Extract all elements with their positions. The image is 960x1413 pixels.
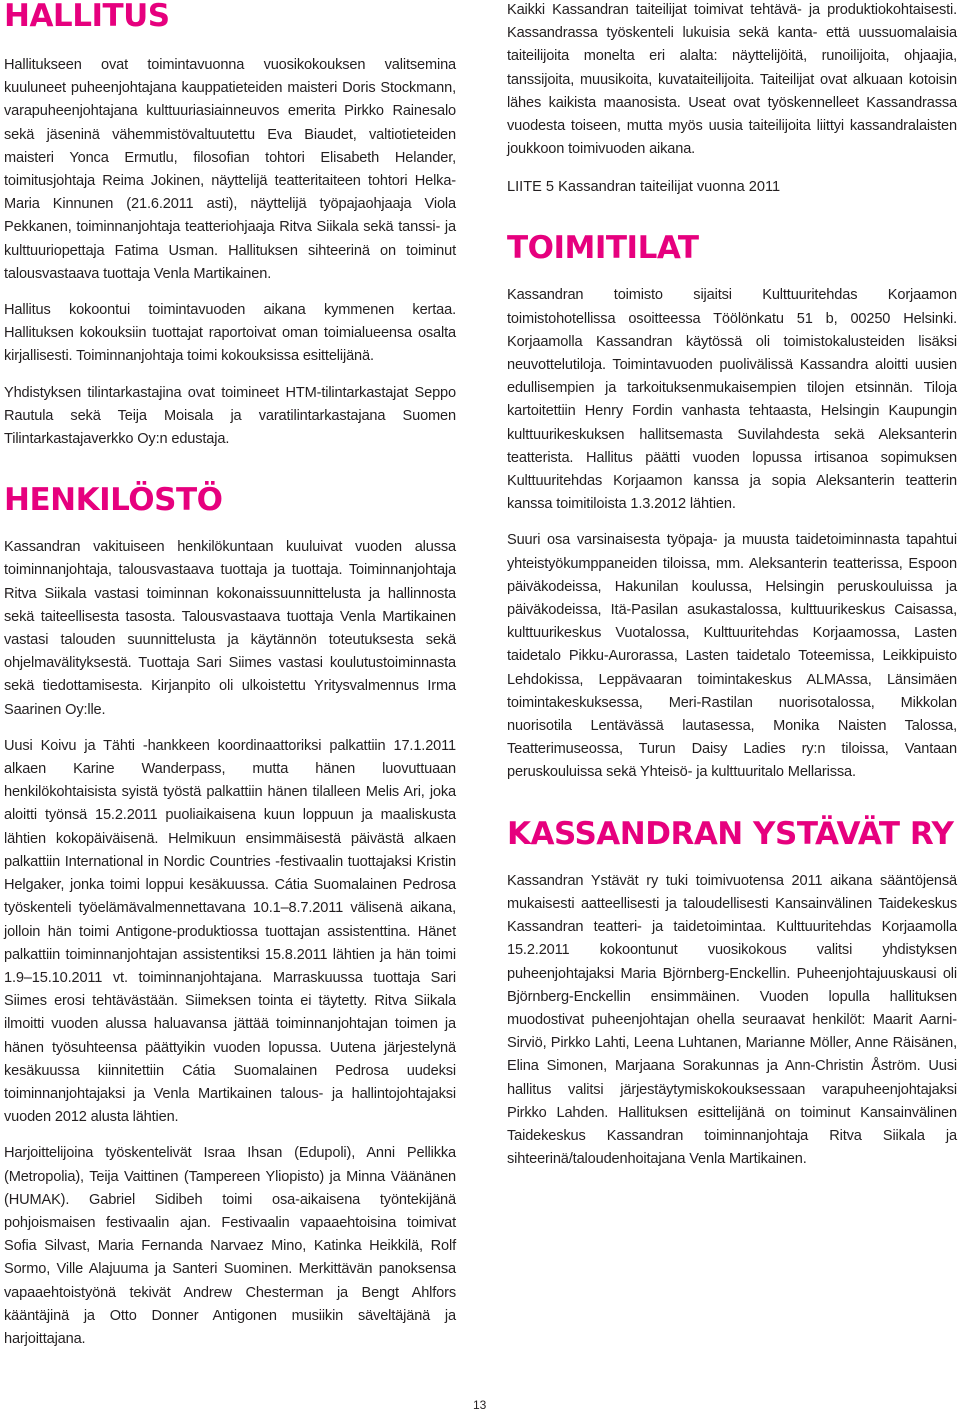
appendix-caption: LIITE 5 Kassandran taiteilijat vuonna 2011	[507, 179, 781, 196]
heading-henkilosto: HENKILÖSTÖ	[4, 482, 223, 519]
paragraph-trainees: Harjoittelijoina työskentelivät Israa Ihsan (Edupoli), Anni Pellikka (Metropolia), Teija Vaittinen (Tampereen Yliopisto) ja Minna Väänänen (HUMAK). Gabriel Sidibeh toimi osa-aikaisena työntekijänä pohjoismaisen festivaalin ajan. Festivaalin vapaaehtoisina toimivat Sofia Silvast, Maria Fernanda Narvaez Mino, Katinka Heikkilä, Rolf Sormo, Ville Alajuuma ja Santeri Suominen. Merkittävän panoksensa vapaaehtoistyönä tekivät Andrew Chesterman ja Bengt Ahlfors kääntäjinä ja Otto Donner Antigonen musiikin säveltäjänä ja harjoittajana.	[4, 1145, 456, 1347]
heading-hallitus: HALLITUS	[4, 0, 170, 34]
heading-kassandran-ystavat: KASSANDRAN YSTÄVÄT RY	[507, 815, 954, 852]
paragraph-venues: Suuri osa varsinaisesta työpaja- ja muusta taidetoiminnasta tapahtui yhteistyökumppaneiden tiloissa, mm. Aleksanterin teatterissa, Espoon päiväkodeissa, Hakunilan koulussa, Helsingin peruskouluissa ja päiväkodeissa, Itä-Pasilan asukastalossa, kulttuurikeskus Caisassa, kulttuurikeskus Vuotalossa, Kulttuuritehdas Korjaamossa, Lasten taidetalo Pikku-Aurorassa, Lasten taidetalo Toteemissa, Leikkipuisto Lehdokissa, Leppävaaran toimintakeskus ALMAssa, Länsimäen toimintakeskuksessa, Meri-Rastilan nuorisotalossa, Mikkolan nuorisotila Lentävässä lautasessa, Monika Naisten Talossa, Teatterimuseossa, Turun Daisy Ladies ry:n tiloissa, Vantaan peruskouluissa sekä Yhteisö- ja kulttuuritalo Mellarissa.	[507, 532, 957, 781]
right-column	[507, 0, 957, 1171]
paragraph-hallitus-members: Hallitukseen ovat toimintavuonna vuosikokouksen valitsemina kuuluneet puheenjohtajana kauppatieteiden maisteri Doris Stockmann, varapuheenjohtajana kulttuuriasiainneuvos emerita Pirkko Rainesalo sekä jäseninä vähemmistövaltuutettu Eva Biaudet, valtiotieteiden maisteri Yonca Ermutlu, filosofian tohtori Elisabeth Helander, toimitusjohtaja Reima Jokinen, näyttelijä teatteritaiteen tohtori Helka-Maria Kinnunen (21.6.2011 asti), näyttelijä työpajaohjaaja Viola Pekkanen, toiminnanjohtaja teatteriohjaaja Ritva Siikala sekä tanssi- ja kulttuuriopettaja Fatima Usman. Hallituksen sihteerinä on toiminut talousvastaava tuottaja Venla Martikainen.	[4, 57, 456, 282]
paragraph-auditors: Yhdistyksen tilintarkastajina ovat toimineet HTM-tilintarkastajat Seppo Rautula sekä Teija Moisala ja varatilintarkastajana Suomen Tilintarkastajaverkko Oy:n edustaja.	[4, 384, 456, 448]
heading-toimitilat: TOIMITILAT	[507, 230, 699, 267]
paragraph-staff: Kassandran vakituiseen henkilökuntaan kuuluivat vuoden alussa toiminnanjohtaja, talousvastaava tuottaja ja tuottaja. Toiminnanjohtaja Ritva Siikala vastasi toiminnan kokonaissuunnittelusta ja hallinnosta sekä taiteellisesta tasosta. Talousvastaava tuottaja Venla Martikainen vastasi talouden suunnittelusta ja käytännön toteutuksesta sekä ohjelmavälityksestä. Tuottaja Sari Siimes vastasi koulutustoiminnasta sekä tiedottamisesta. Kirjanpito oli ulkoistettu Yritysvalmennus Irma Saarinen Oy:lle.	[4, 539, 456, 718]
page-number: 13	[473, 1398, 487, 1412]
paragraph-friends-association: Kassandran Ystävät ry tuki toimivuotensa 2011 aikana sääntöjensä mukaisesti aatteellisesti ja taloudellisesti Kansainvälinen Taidekeskus Kassandran teatteri- ja taidetoimintaa. Kulttuuritehdas Korjaamolla 15.2.2011 kokoontunut vuosikokous valitsi yhdistyksen puheenjohtajaksi Maria Björnberg-Enckellin. Puheenjohtajuuskausi oli Björnberg-Enckellin ensimmäinen. Vuoden lopulla hallituksen muodostivat puheenjohtajan ohella seuraavat henkilöt: Maarit Aarni-Sirviö, Pirkko Lahti, Leena Luhtanen, Marianne Möller, Anne Räisänen, Elina Simonen, Marjaana Sorakunnas ja Ann-Christin Åström. Uusi hallitus valitsi järjestäytymiskokouksessaan varapuheenjohtajaksi Pirkko Lahden. Hallituksen esittelijänä on toiminut Kansainvälinen Taidekeskus Kassandran toiminnanjohtaja Ritva Siikala ja sihteerinä/taloudenhoitajana Venla Martikainen.	[507, 872, 957, 1168]
paragraph-staff-changes: Uusi Koivu ja Tähti -hankkeen koordinaattoriksi palkattiin 17.1.2011 alkaen Karine Wanderpass, mutta hänen luovuttuaan henkilökohtaisista syistä työstä palkattiin hänen tilalleen Melis Ari, joka aloitti työnsä 15.2.2011 puoliaikaisena kuun loppuun ja maaliskusta lähtien kokopäiväisenä. Helmikuun ensimmäisestä päivästä alkaen palkattiin International in Nordic Countries -festivaalin tuottajaksi Kristin Helgaker, jonka toimi loppui kesäkuussa. Cátia Suomalainen Pedrosa työskenteli työelämävalmennettavana 10.1–8.7.2011 välisenä aikana, jolloin hän toimi Antigone-produktiossa tuottajan assistenttina. Hänet palkattiin toiminnanjohtajan assistentiksi 15.8.2011 lähtien ja hän toimi 1.9–15.10.2011 vt. toiminnanjohtajana. Marraskuussa tuottaja Sari Siimes erosi tehtävästään. Siimeksen tointa ei täytetty. Ritva Siikala ilmoitti vuoden alussa haluavansa jättää toiminnanjohtajan toimen ja hänen työsuhteensa päättyikin vuoden lopussa. Uutena järjestelynä kesäkuussa kiinnitettiin Cátia Suomalainen Pedrosa uudeksi toiminnanjohtajaksi ja Venla Martikainen talous- ja hallintojohtajaksi vuoden 2012 alusta lähtien.	[4, 737, 456, 1126]
left-column	[4, 0, 456, 1351]
paragraph-office: Kassandran toimisto sijaitsi Kulttuuritehdas Korjaamon toimistohotellissa osoitteessa Töölönkatu 51 b, 00250 Helsinki. Korjaamolla Kassandran käytössä oli toimistokalusteiden lisäksi neuvottelutiloja. Toimintavuoden puolivälissä Kassandra aloitti uusien edullisempien ja tarkoituksenmukaisempien tilojen etsinnän. Tiloja kartoitettiin Henry Fordin vanhasta tehtaasta, Helsingin Kaupungin kulttuurikeskuksen hallitsemasta Suvilahdesta sekä Aleksanterin teatterista. Hallitus päätti vuoden lopussa irtisanoa sopimuksen Kulttuuritehdas Korjaamon kanssa ja sopia Aleksanterin teatterin kanssa toimitiloista 1.3.2012 lähtien.	[507, 287, 957, 513]
paragraph-hallitus-meetings: Hallitus kokoontui toimintavuoden aikana kymmenen kertaa. Hallituksen kokouksiin tuottajat raportoivat oman toimialueensa osalta kirjallisesti. Toiminnanjohtaja toimi kokouksissa esittelijänä.	[4, 302, 456, 365]
paragraph-artists: Kaikki Kassandran taiteilijat toimivat tehtävä- ja produktiokohtaisesti. Kassandrassa työskenteli lukuisia sekä kanta- että uussuomalaisia taiteilijoita monelta eri alalta: näyttelijöitä, runoilijoita, ohjaajia, tanssijoita, muusikoita, kuvataiteilijoita. Taiteilijat ovat alkuaan kotoisin lähes kaikista maanosista. Useat ovat työskennelleet Kassandrassa vuodesta toiseen, mutta myös uusia taiteilijoita liittyi kassandralaisten joukkoon toimivuoden aikana.	[507, 2, 957, 158]
